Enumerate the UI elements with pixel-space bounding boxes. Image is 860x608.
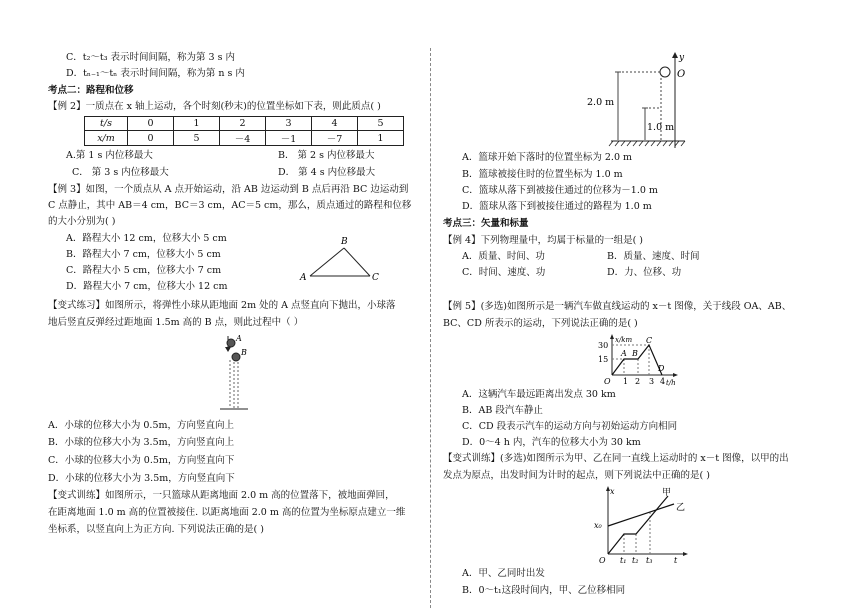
example-4-option-b: B．质量、速度、时间 [607,251,700,262]
table-cell: －4 [220,131,266,146]
variant-1-line-2: 地后竖直反弹经过距地面 1.5m 高的 B 点，则此过程中（ ） [48,317,304,328]
example-2-option-c: C． 第 3 s 内位移最大 [72,167,169,178]
graph-y-label: x/km [615,336,633,344]
example-4-question: 【例 4】下列物理量中，均属于标量的一组是( ) [443,235,643,246]
example-5-line-1: 【例 5】(多选)如图所示是一辆汽车做直线运动的 x－t 图像，关于线段 OA、AB、 [443,301,792,312]
example-3-option-d: D．路程大小 7 cm，位移大小 12 cm [66,281,228,292]
section-heading-2: 考点二：路程和位移 [48,85,134,96]
example-2-question: 【例 2】一质点在 x 轴上运动，各个时刻(秒末)的位置坐标如下表，则此质点( ) [48,101,381,112]
graph-x-label: t/h [666,379,676,387]
table-cell: 1 [358,131,404,146]
example-3-line-2: C 点静止，其中 AB＝4 cm，BC＝3 cm，AC＝5 cm，那么，质点通过的路程和位移 [48,200,412,211]
variant-2-line-3: 坐标系，以竖直向上为正方向. 下列说法正确的是( ) [48,524,264,535]
point-a: A [621,349,627,358]
yi-line [608,504,674,526]
y-axis-label: y [679,53,685,63]
car-xt-graph [594,333,684,389]
table-cell: 0 [128,117,174,131]
tick-1: 1 [623,377,629,386]
option-c-line: C．t₂～t₃ 表示时间间隔，称为第 3 s 内 [66,52,236,63]
example-5-option-c: C．CD 段表示汽车的运动方向与初始运动方向相同 [462,421,678,432]
option-d-line: D．tₙ₋₁～tₙ 表示时间间隔，称为第 n s 内 [66,68,245,79]
example-3-option-c: C．路程大小 5 cm，位移大小 7 cm [66,265,222,276]
vertex-c-label: C [372,273,379,283]
edge-ab [310,248,344,276]
triangle-figure [298,234,384,284]
variant-1-option-d: D．小球的位移大小为 3.5m，方向竖直向下 [48,473,235,484]
variant-3-option-b: B．0～t₁这段时间内，甲、乙位移相同 [462,585,626,596]
jia-yi-xt-graph [590,484,690,566]
table-cell: 5 [174,131,220,146]
variant-2-line-1: 【变式训练】如图所示，一只篮球从距离地面 2.0 m 高的位置落下，被地面弹回， [48,490,395,501]
basketball-option-d: D．篮球从落下到被接住通过的路程为 1.0 m [462,201,652,212]
position-table [84,116,404,146]
example-2-option-a: A.第 1 s 内位移最大 [66,150,153,161]
vertex-a-label: A [300,273,307,283]
ball-b-icon [232,353,240,361]
table-cell: x/m [85,131,128,146]
table-cell: －7 [312,131,358,146]
ball-a-icon [227,339,235,347]
example-3-option-b: B．路程大小 7 cm，位移大小 5 cm [66,249,221,260]
table-row [85,131,404,146]
table-cell: 4 [312,117,358,131]
variant-1-option-c: C．小球的位移大小为 0.5m，方向竖直向下 [48,455,235,466]
table-cell: 5 [358,117,404,131]
point-b: B [632,349,638,358]
point-a-label: A [236,334,242,343]
example-3-line-1: 【例 3】如图，一个质点从 A 点开始运动，沿 AB 边运动到 B 点后再沿 BC 边运动到 [48,184,409,195]
tick-4: 4 [660,377,666,386]
column-divider [430,48,431,608]
edge-bc [344,248,370,276]
variant-3-line-2: 发点为原点，出发时间为计时的起点，则下列说法中正确的是( ) [443,470,710,481]
variant-2-line-2: 在距离地面 1.0 m 高的位置被接住. 以距离地面 2.0 m 高的位置为坐标原点建立一维 [48,507,406,518]
t2-label: t₂ [632,556,639,565]
basketball-figure [585,52,705,150]
ground-hatch [609,141,685,146]
example-3-line-3: 的大小分别为( ) [48,216,116,227]
ball-bounce-figure [214,332,254,412]
basketball-option-a: A．篮球开始下落时的位置坐标为 2.0 m [462,152,633,163]
graph2-x-label: x [610,487,615,496]
t3-label: t₃ [646,556,653,565]
yi-label: 乙 [676,503,686,513]
tick-30: 30 [598,341,609,350]
tick-15: 15 [598,355,609,364]
point-d: D [658,364,665,373]
basketball-option-c: C．篮球从落下到被接住通过的位移为－1.0 m [462,185,658,196]
point-c: C [646,336,653,345]
table-cell: 3 [266,117,312,131]
example-5-option-b: B．AB 段汽车静止 [462,405,543,416]
variant-3-line-1: 【变式训练】(多选)如图所示为甲、乙在同一直线上运动时的 x－t 图像，以甲的出 [443,453,789,464]
example-4-option-d: D．力、位移、功 [607,267,682,278]
height-2m-label: 2.0 m [587,97,615,108]
jia-label: 甲 [662,488,672,498]
variant-1-option-b: B．小球的位移大小为 3.5m，方向竖直向上 [48,437,235,448]
example-5-line-2: BC、CD 所表示的运动，下列说法正确的是( ) [443,318,638,329]
vertex-b-label: B [341,237,348,247]
example-5-option-d: D．0～4 h 内，汽车的位移大小为 30 km [462,437,641,448]
table-cell: t/s [85,117,128,131]
example-4-option-c: C．时间、速度、功 [462,267,546,278]
graph2-t-label: t [674,556,678,565]
variant-1-line-1: 【变式练习】如图所示，将弹性小球从距地面 2m 处的 A 点竖直向下抛出，小球落 [48,300,396,311]
example-3-option-a: A．路程大小 12 cm，位移大小 5 cm [66,233,227,244]
basketball-icon [660,67,670,77]
graph2-origin: O [599,556,606,565]
graph-origin: O [604,377,611,386]
tick-3: 3 [649,377,655,386]
x0-label: x₀ [594,521,602,530]
table-cell: 2 [220,117,266,131]
variant-3-option-a: A．甲、乙同时出发 [462,568,545,579]
table-row [85,117,404,131]
example-5-option-a: A．这辆汽车最远距离出发点 30 km [462,389,616,400]
section-heading-3: 考点三：矢量和标量 [443,218,529,229]
example-4-option-a: A．质量、时间、功 [462,251,545,262]
table-cell: 0 [128,131,174,146]
tick-2: 2 [635,377,641,386]
example-2-option-b: B． 第 2 s 内位移最大 [278,150,375,161]
table-cell: 1 [174,117,220,131]
height-1m-label: 1.0 m [647,122,675,133]
example-2-option-d: D． 第 4 s 内位移最大 [278,167,376,178]
origin-label: O [677,69,686,80]
t1-label: t₁ [620,556,627,565]
point-b-label: B [241,348,247,357]
basketball-option-b: B．篮球被接住时的位置坐标为 1.0 m [462,169,623,180]
jia-line [608,496,668,554]
table-cell: －1 [266,131,312,146]
variant-1-option-a: A．小球的位移大小为 0.5m，方向竖直向上 [48,420,234,431]
